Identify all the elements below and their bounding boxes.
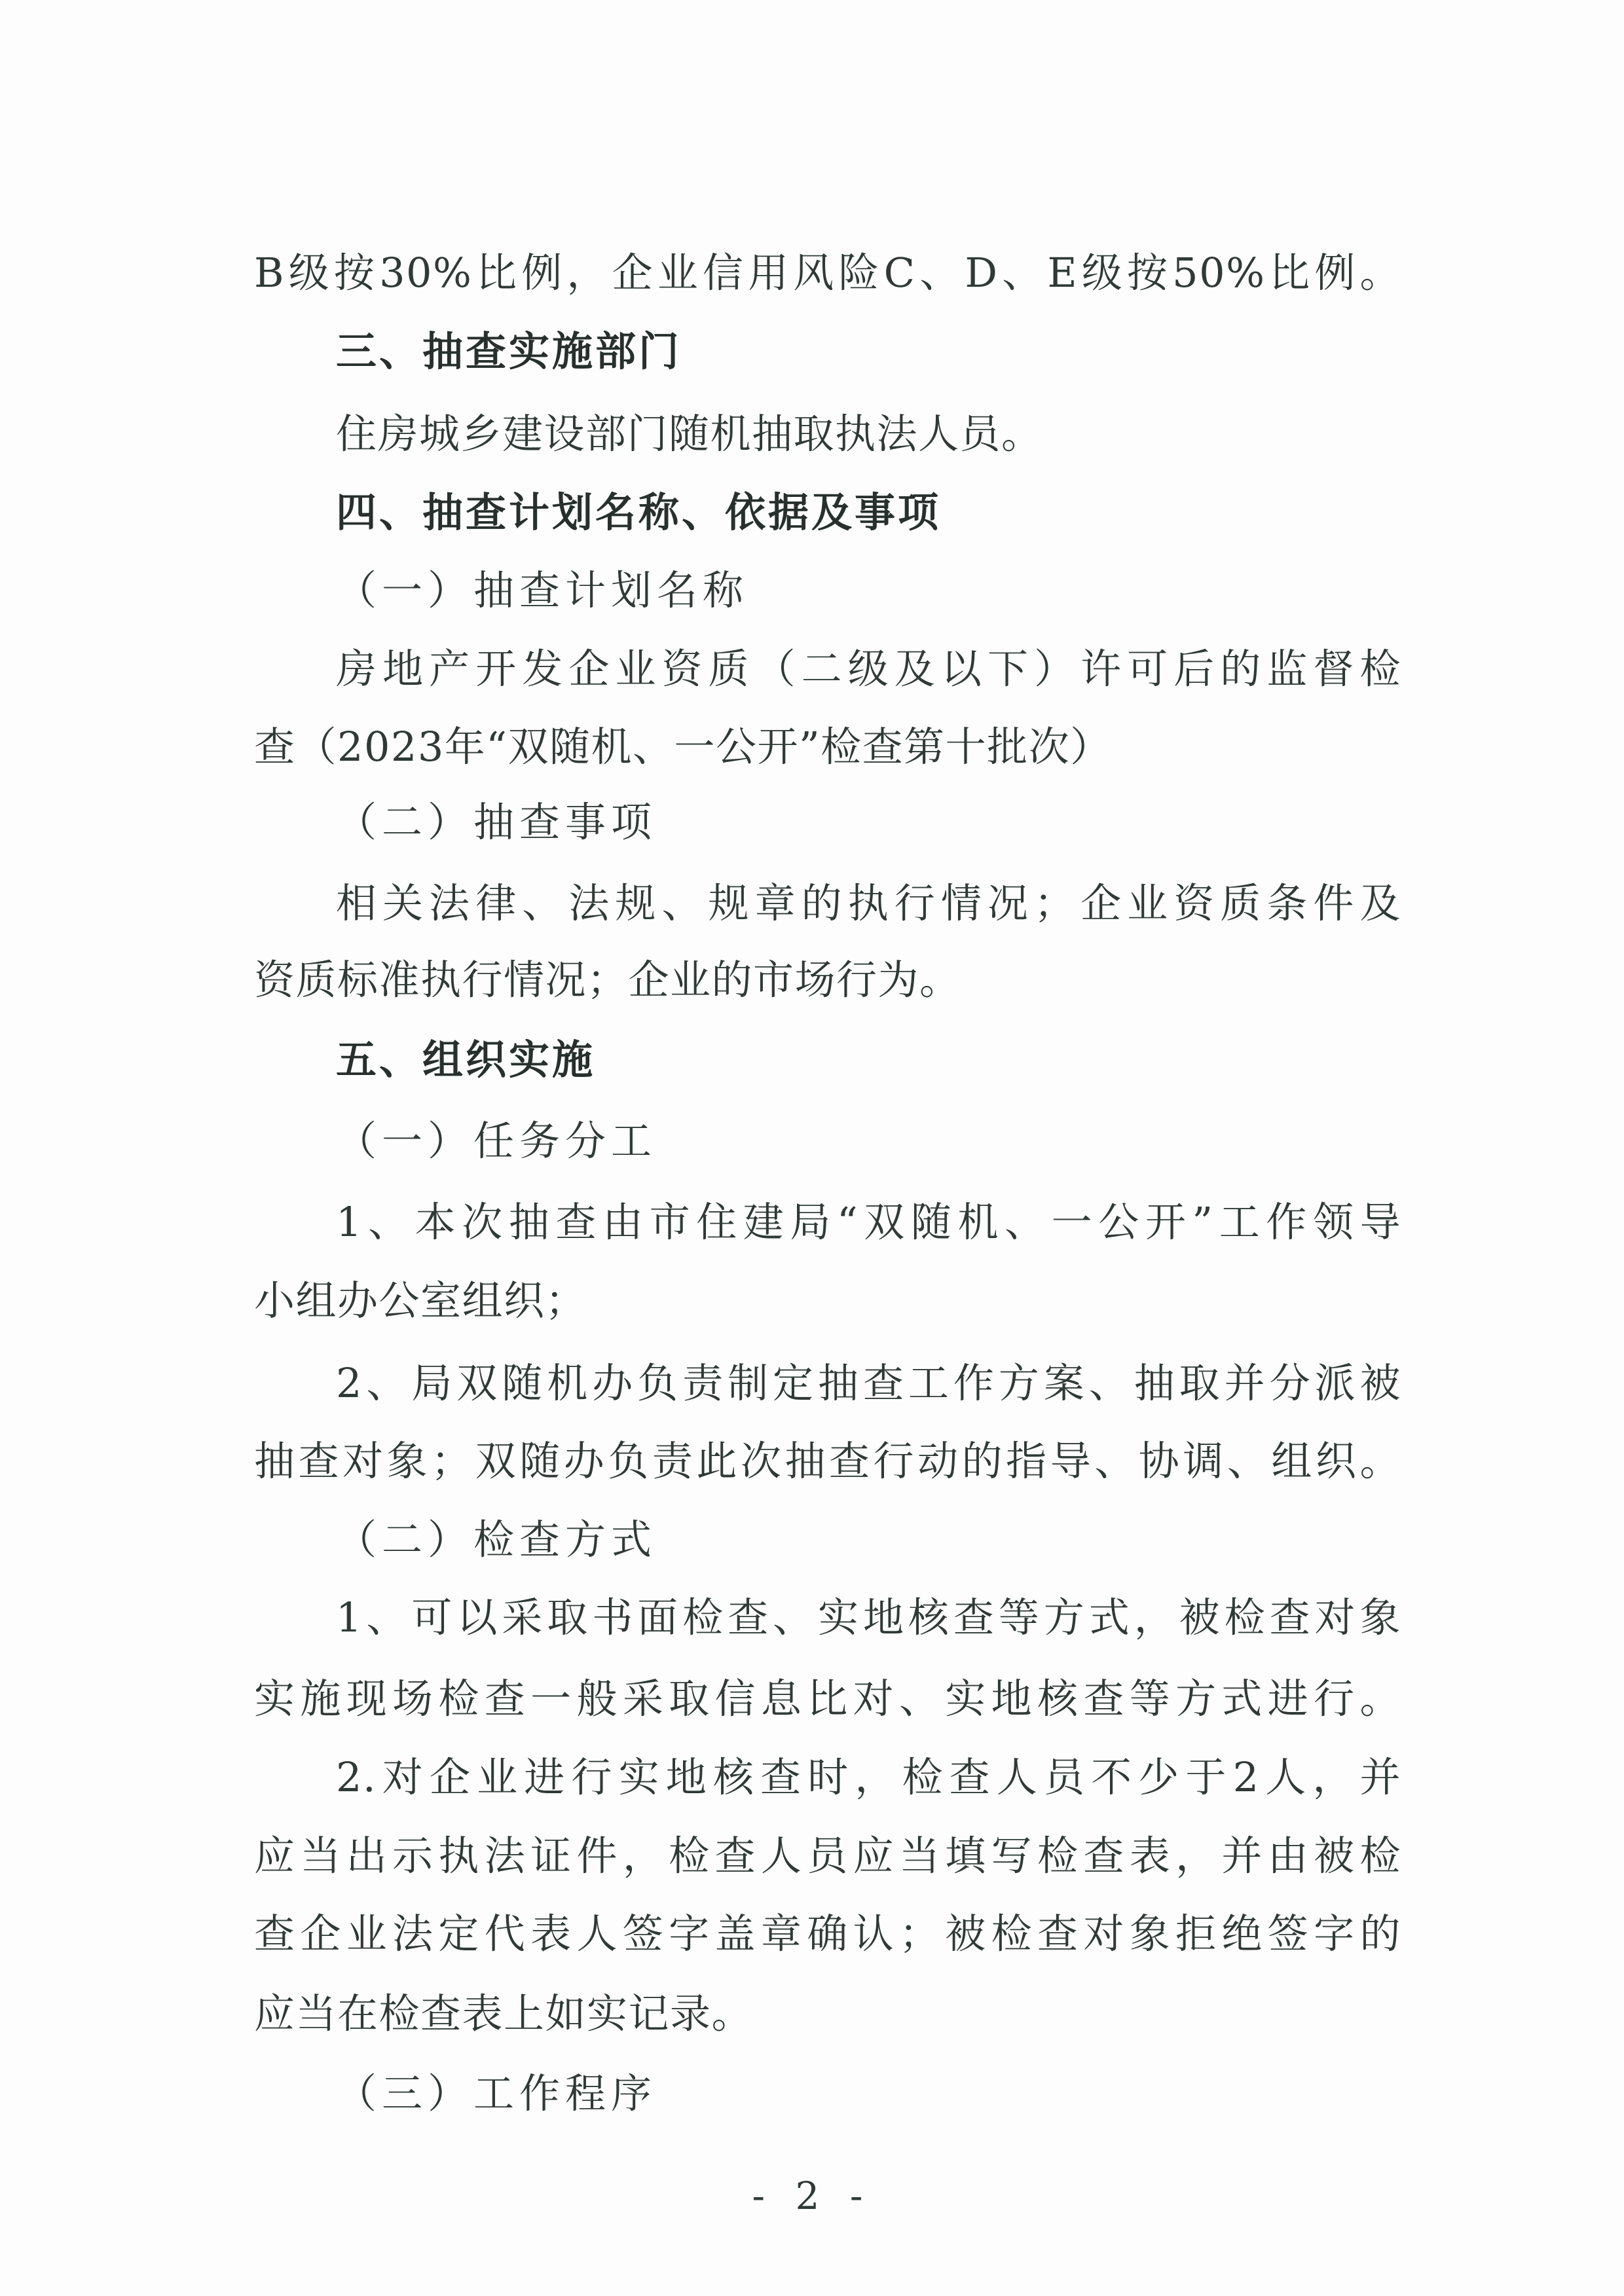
body-text-line: 2、局双随机办负责制定抽查工作方案、抽取并分派被 (336, 1359, 1401, 1407)
body-text-line: 查企业法定代表人签字盖章确认；被检查对象拒绝签字的 (254, 1910, 1401, 1958)
body-text-line: 1、本次抽查由市住建局“双随机、一公开”工作领导 (336, 1198, 1401, 1246)
section-heading-3: 三、抽查实施部门 (336, 327, 682, 375)
body-text-line: 实施现场检查一般采取信息比对、实地核查等方式进行。 (254, 1675, 1401, 1722)
body-text-line: 小组办公室组织； (254, 1277, 587, 1324)
body-text-line: 抽查对象；双随办负责此次抽查行动的指导、协调、组织。 (254, 1437, 1401, 1485)
section-heading-4: 四、抽查计划名称、依据及事项 (336, 488, 942, 536)
subsection-heading: （一）任务分工 (336, 1117, 657, 1165)
body-text-line: B级按30%比例，企业信用风险C、D、E级按50%比例。 (254, 249, 1401, 297)
body-text-line: 应当出示执法证件，检查人员应当填写检查表，并由被检 (254, 1832, 1401, 1880)
body-text-line: 1、可以采取书面检查、实地核查等方式，被检查对象 (336, 1594, 1401, 1641)
body-text-line: 查（2023年“双随机、一公开”检查第十批次） (254, 723, 1112, 771)
body-text-line: 住房城乡建设部门随机抽取执法人员。 (336, 410, 1043, 458)
subsection-heading: （一）抽查计划名称 (336, 566, 749, 614)
body-text-line: 相关法律、法规、规章的执行情况；企业资质条件及 (336, 879, 1401, 927)
section-heading-5: 五、组织实施 (336, 1036, 596, 1084)
body-text-line: 应当在检查表上如实记录。 (254, 1990, 754, 2037)
page-number: - 2 - (752, 2174, 872, 2218)
subsection-heading: （二）抽查事项 (336, 798, 657, 846)
body-text-line: 资质标准执行情况；企业的市场行为。 (254, 956, 961, 1004)
body-text-line: 房地产开发企业资质（二级及以下）许可后的监督检 (336, 645, 1401, 693)
body-text-line: 2.对企业进行实地核查时，检查人员不少于2人，并 (336, 1753, 1401, 1801)
subsection-heading: （三）工作程序 (336, 2069, 657, 2117)
subsection-heading: （二）检查方式 (336, 1516, 657, 1563)
